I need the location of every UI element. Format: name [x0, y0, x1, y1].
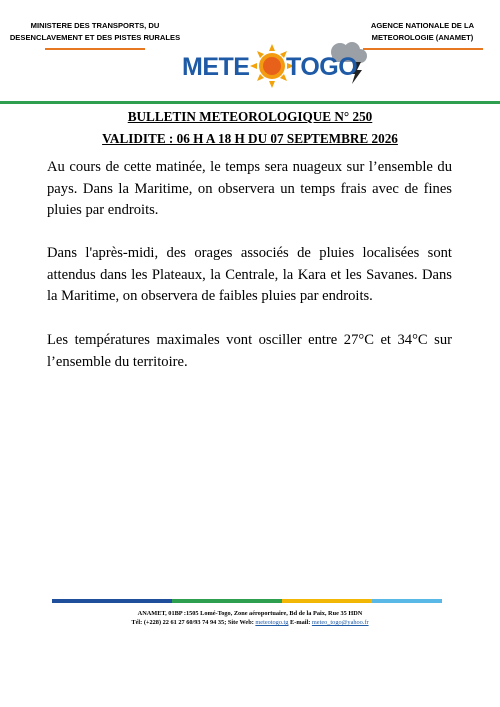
- ministry-line-1: MINISTERE DES TRANSPORTS, DU: [30, 21, 160, 30]
- logo-text-meteo: METE: [182, 53, 250, 81]
- bulletin-validity: VALIDITE : 06 H A 18 H DU 07 SEPTEMBRE 2026: [102, 131, 398, 146]
- email-label: E-mail:: [288, 619, 312, 626]
- footer-phone: Tél: (+228) 22 61 27 60/93 74 94 35; Site Web:: [131, 619, 256, 626]
- agency-line-2: METEOROLOGIE (ANAMET): [371, 33, 474, 42]
- meteo-togo-logo: [180, 40, 375, 88]
- ministry-line-2: DESENCLAVEMENT ET DES PISTES RURALES: [9, 33, 181, 42]
- header-divider: [0, 101, 500, 104]
- agency-line-1: AGENCE NATIONALE DE LA: [370, 21, 475, 30]
- agency-underline: [363, 48, 483, 50]
- forecast-temperatures: Les températures maximales vont osciller entre 27°C et 34°C sur l’ensemble du territoire.: [47, 332, 452, 370]
- email-link[interactable]: meteo_togo@yahoo.fr: [311, 619, 369, 626]
- ministry-underline: [45, 48, 145, 50]
- footer-address: ANAMET, 01BP :1505 Lomé-Togo, Zone aéroportuaire, Bd de la Paix, Rue 35 HDN: [137, 610, 363, 617]
- bulletin-title: BULLETIN METEOROLOGIQUE N° 250: [127, 109, 373, 124]
- website-link[interactable]: meteotogo.tg: [255, 619, 289, 626]
- footer-contact: [0, 618, 500, 627]
- forecast-afternoon: Dans l'après-midi, des orages associés de pluies localisées sont attendus dans les Plateaux, la Centrale, la Kara et les Savanes. Dans la Maritime, on observera de faibles pluies par endroits.: [47, 245, 452, 304]
- forecast-morning: Au cours de cette matinée, le temps sera nuageux sur l’ensemble du pays. Dans la Maritime, on observera un temps frais avec de fines pluies par endroits.: [47, 159, 452, 218]
- ministry-header: [0, 20, 190, 50]
- logo-text-togo: TOGO: [286, 53, 358, 81]
- footer-color-bar: [52, 599, 442, 603]
